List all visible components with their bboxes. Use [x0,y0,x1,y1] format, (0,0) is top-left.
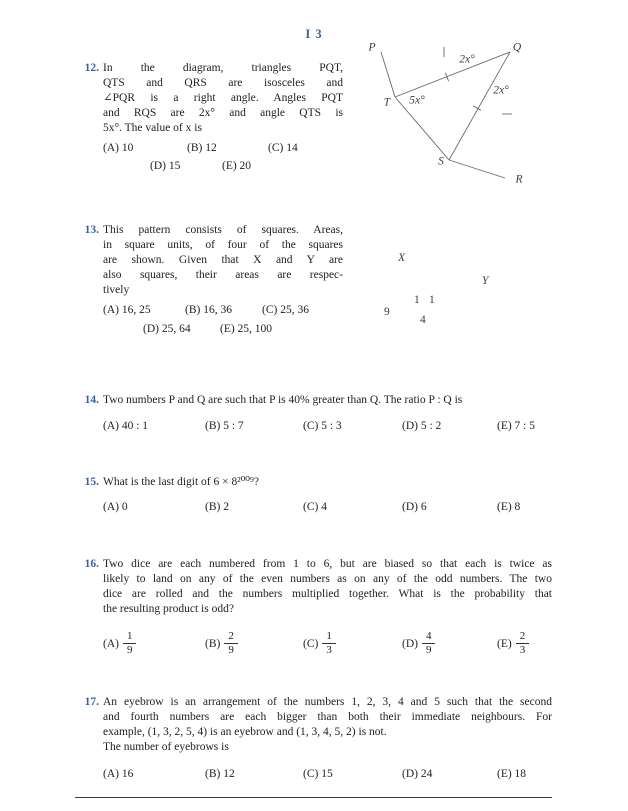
fraction [123,630,137,657]
denominator: 9 [422,643,436,657]
question-16-options [0,630,628,666]
text-line: dice are rolled and the numbers multiplied together. What is the probability that [103,588,552,600]
segment-QS [449,52,510,160]
segment-SR [449,160,505,178]
text-line: 5x°. The value of x is [103,122,202,134]
square-label-Y: Y [482,275,489,287]
page-header: I 3 [305,27,323,41]
option-c: (C) 5 : 3 [303,420,342,432]
option-e: (E) 7 : 5 [497,420,536,432]
question-16-number: 16. [84,558,99,570]
fraction [516,630,530,657]
vertex-label-R: R [515,173,523,186]
text-line: also squares, their areas are respec- [103,269,343,281]
option-c [303,630,336,657]
option-a: (A) 0 [103,501,128,513]
text-line: are shown. Given that X and Y are [103,254,343,266]
question-17-text [103,695,552,755]
question-15-text [103,475,552,490]
option-b [205,630,238,657]
question-17-options [0,768,628,786]
option-c: (C) 4 [303,501,327,513]
page-bottom-rule [75,797,552,798]
text-line: in square units, of four of the squares [103,239,343,251]
option-e: (E) 18 [497,768,527,780]
numerator: 4 [425,630,432,642]
square-label-X: X [398,252,406,264]
text-line: Two dice are each numbered from 1 to 6, but are biased so that each is twice as [103,558,552,570]
question-14-number: 14. [84,394,99,406]
option-a [103,630,136,657]
fraction [224,630,238,657]
text-line: ∠PQR is a right angle. Angles PQT [103,92,343,104]
text-line: tively [103,284,130,296]
question-13-options-row-1 [0,304,628,322]
angle-label-2x-side: 2x° [493,84,509,97]
angle-label-2x-top: 2x° [459,53,475,66]
text-line: QTS and QRS are isosceles and [103,77,343,89]
text-line: and RQS are 2x° and angle QTS is [103,107,343,119]
vertex-label-P: P [368,41,376,54]
denominator: 9 [123,643,137,657]
numerator: 1 [126,630,133,642]
numerator: 2 [228,630,234,642]
area-label-1: 1 [414,294,420,306]
denominator: 9 [224,643,238,657]
angle-label-5x: 5x° [409,94,425,107]
numerator: 2 [519,630,526,642]
fraction [422,630,436,657]
text-line: example, (1, 3, 2, 5, 4) is an eyebrow and (1, 3, 4, 5, 2) is not. [103,726,387,738]
option-d: (D) 5 : 2 [402,420,442,432]
question-14-options [0,420,628,438]
option-b: (B) 5 : 7 [205,420,244,432]
option-b: (B) 12 [205,768,235,780]
text-line: and fourth numbers are each bigger than both their immediate neighbours. For [103,711,552,723]
option-c: (C) 15 [303,768,333,780]
area-label-9: 9 [384,306,390,318]
text-line: The number of eyebrows is [103,741,229,753]
question-12-number: 12. [84,62,99,74]
option-d: (D) 6 [402,501,427,513]
question-13-options-row-2 [0,323,628,341]
text-line: the resulting product is odd? [103,603,234,615]
denominator: 3 [322,643,336,657]
option-b: (B) 12 [187,142,217,154]
option-e [497,630,529,657]
question-12-text [103,61,343,136]
segment-PT [381,52,395,97]
area-label-4: 4 [420,314,426,326]
option-label: (C) [303,637,319,650]
option-e: (E) 20 [222,160,252,172]
option-a: (A) 10 [103,142,134,154]
option-label: (D) [402,637,418,650]
numerator: 1 [326,630,332,642]
area-label-1: 1 [429,294,435,306]
option-b: (B) 2 [205,501,229,513]
option-e: (E) 25, 100 [220,323,273,335]
option-d: (D) 25, 64 [143,323,191,335]
vertex-label-T: T [383,96,391,109]
question-13-text [103,223,343,298]
option-a: (A) 40 : 1 [103,420,149,432]
question-17-number: 17. [84,696,99,708]
option-a: (A) 16, 25 [103,304,151,316]
option-c: (C) 14 [268,142,298,154]
question-14-text [103,393,552,408]
option-a: (A) 16 [103,768,134,780]
triangle-diagram [348,28,628,203]
option-label: (A) [103,637,119,650]
denominator: 3 [516,643,530,657]
option-d [402,630,435,657]
option-c: (C) 25, 36 [262,304,309,316]
question-15-options [0,501,628,519]
text-line: This pattern consists of squares. Areas, [103,224,343,236]
option-d: (D) 24 [402,768,433,780]
text-line: Two numbers P and Q are such that P is 40% greater than Q. The ratio P : Q is [103,394,463,406]
option-b: (B) 16, 36 [185,304,232,316]
text-line: What is the last digit of 6 × 8²⁰⁰⁹? [103,476,260,488]
option-e: (E) 8 [497,501,521,513]
vertex-label-S: S [438,155,444,168]
option-label: (B) [205,637,221,650]
text-line: likely to land on any of the even numbers as on any of the odd numbers. The two [103,573,552,585]
text-line: In the diagram, triangles PQT, [103,62,343,74]
text-line: An eyebrow is an arrangement of the numbers 1, 2, 3, 4 and 5 such that the second [103,696,552,708]
fraction [322,630,336,657]
option-label: (E) [497,637,512,650]
question-15-number: 15. [84,476,99,488]
option-d: (D) 15 [150,160,181,172]
vertex-label-Q: Q [512,41,522,54]
question-16-text [103,557,552,617]
question-13-number: 13. [84,224,99,236]
